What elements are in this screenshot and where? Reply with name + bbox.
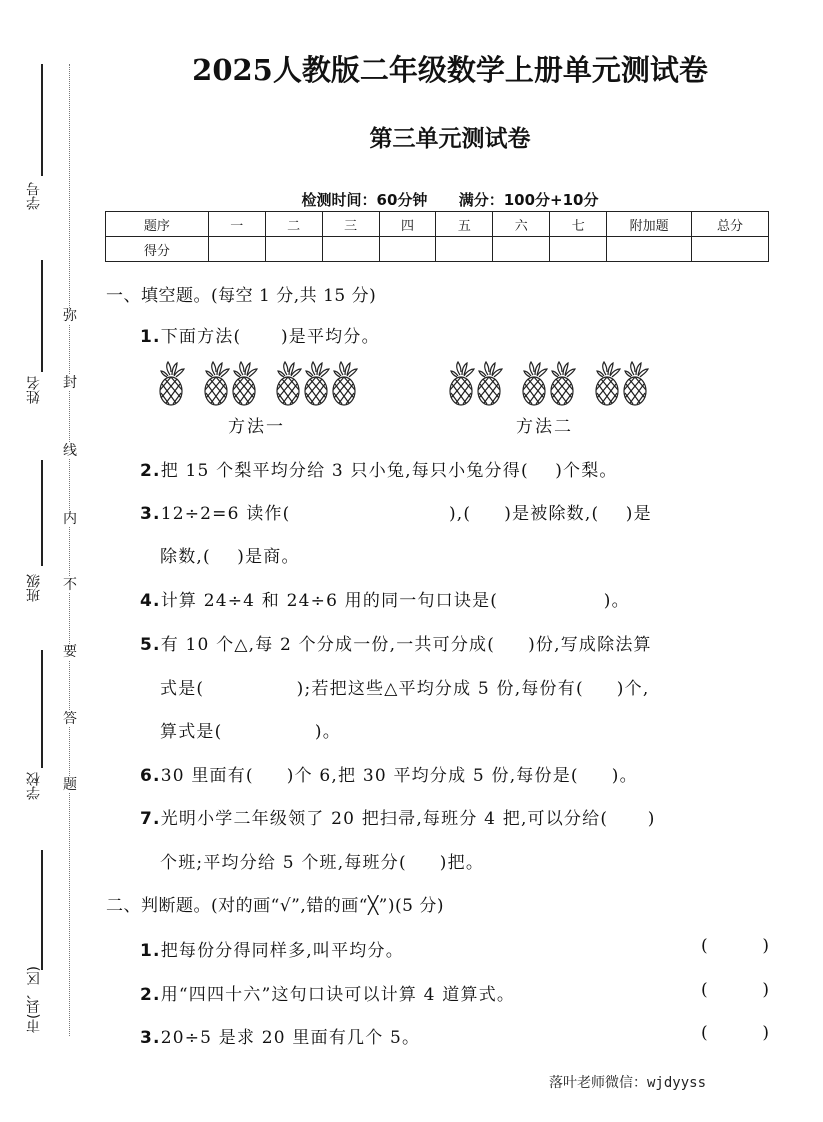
- col-header: 二: [265, 212, 322, 237]
- question-1-4: 4.计算 24÷4 和 24÷6 用的同一句口诀是( )。: [140, 591, 630, 611]
- question-1-2: 2.把 15 个梨平均分给 3 只小兔,每只小兔分得( )个梨。: [140, 461, 618, 481]
- school-label: 学校: [26, 772, 42, 800]
- method-1-group-2: [203, 360, 259, 408]
- score-cell[interactable]: [322, 237, 379, 262]
- score-table-score-row: [106, 237, 769, 262]
- student-id-label: 学号: [26, 182, 42, 210]
- page-title: 2025人教版二年级数学上册单元测试卷: [192, 53, 708, 87]
- class-line-upper: [41, 460, 43, 566]
- seal-char: 弥: [63, 308, 77, 324]
- unit-subtitle: 第三单元测试卷: [369, 125, 531, 152]
- method-2-group-3: [594, 360, 650, 408]
- score-cell[interactable]: [493, 237, 550, 262]
- col-header: 五: [436, 212, 493, 237]
- pineapple-icon: [549, 360, 576, 406]
- col-header: 附加题: [607, 212, 692, 237]
- full-score: 满分：100分+10分: [458, 191, 599, 209]
- pineapple-icon: [275, 360, 302, 406]
- score-cell[interactable]: [692, 237, 769, 262]
- pineapple-icon: [622, 360, 649, 406]
- question-1-5: 5.有 10 个△,每 2 个分成一份,一共可分成( )份,写成除法算: [140, 635, 652, 655]
- col-header: 六: [493, 212, 550, 237]
- pineapple-icon: [476, 360, 503, 406]
- method-2-group-1: [448, 360, 504, 408]
- pineapple-icon: [203, 360, 230, 406]
- judge-answer-3[interactable]: ( ): [701, 1023, 769, 1043]
- time-limit: 检测时间：60分钟: [301, 191, 428, 209]
- method-1-group-3: [275, 360, 359, 408]
- method-1-label: 方法一: [228, 417, 285, 437]
- pineapple-icon: [331, 360, 358, 406]
- method-1-group-1: [158, 360, 186, 408]
- score-table-header-row: [106, 212, 769, 237]
- pineapple-icon: [521, 360, 548, 406]
- judge-answer-1[interactable]: ( ): [701, 936, 769, 956]
- judge-item-2: 2.用“四四十六”这句口诀可以计算 4 道算式。: [140, 985, 516, 1005]
- city-line: [41, 850, 43, 970]
- section-2-heading: 二、判断题。(对的画“√”,错的画“╳”)(5 分): [106, 896, 444, 916]
- question-1-6: 6.30 里面有( )个 6,把 30 平均分成 5 份,每份是( )。: [140, 766, 638, 786]
- student-id-line: [41, 64, 43, 176]
- seal-char: 答: [63, 711, 77, 727]
- exam-meta: [100, 189, 800, 210]
- method-2-group-2: [521, 360, 577, 408]
- pineapple-icon: [231, 360, 258, 406]
- pineapple-icon: [158, 360, 185, 406]
- question-1-3: 3.12÷2=6 读作( ),( )是被除数,( )是: [140, 504, 652, 524]
- question-1-3-cont: 除数,( )是商。: [160, 547, 300, 567]
- col-header: 四: [379, 212, 436, 237]
- pineapple-icon: [303, 360, 330, 406]
- seal-char: 内: [63, 511, 77, 527]
- col-header: 三: [322, 212, 379, 237]
- school-line: [41, 650, 43, 768]
- score-cell[interactable]: [208, 237, 265, 262]
- col-header: 一: [208, 212, 265, 237]
- section-1-heading: 一、填空题。(每空 1 分,共 15 分): [106, 286, 377, 306]
- score-cell[interactable]: [379, 237, 436, 262]
- city-label: 市(县、区): [26, 966, 42, 1034]
- method-2-label: 方法二: [516, 417, 573, 437]
- score-cell[interactable]: [607, 237, 692, 262]
- question-1-5-cont-2: 算式是( )。: [160, 722, 341, 742]
- score-table: [105, 211, 769, 262]
- score-cell[interactable]: [550, 237, 607, 262]
- row-label: 得分: [106, 237, 209, 262]
- pineapple-icon: [594, 360, 621, 406]
- judge-item-3: 3.20÷5 是求 20 里面有几个 5。: [140, 1028, 421, 1048]
- question-1-5-cont-1: 式是( );若把这些△平均分成 5 份,每份有( )个,: [160, 679, 650, 699]
- pineapple-icon: [448, 360, 475, 406]
- col-header: 总分: [692, 212, 769, 237]
- name-line: [41, 260, 43, 372]
- class-label: 班级: [26, 574, 42, 602]
- col-header: 七: [550, 212, 607, 237]
- question-1-1: 1.下面方法( )是平均分。: [140, 327, 380, 347]
- judge-answer-2[interactable]: ( ): [701, 980, 769, 1000]
- question-1-7-cont: 个班;平均分给 5 个班,每班分( )把。: [160, 853, 485, 873]
- judge-item-1: 1.把每份分得同样多,叫平均分。: [140, 941, 404, 961]
- seal-char: 题: [63, 777, 77, 793]
- seal-dashed-line: [69, 64, 70, 1036]
- seal-char: 封: [63, 375, 77, 391]
- footer-contact-note: 落叶老师微信：wjdyyss: [549, 1075, 707, 1091]
- score-cell[interactable]: [265, 237, 322, 262]
- seal-char: 要: [63, 644, 77, 660]
- seal-char: 不: [63, 577, 77, 593]
- score-cell[interactable]: [436, 237, 493, 262]
- name-label: 姓名: [26, 376, 42, 404]
- question-1-7: 7.光明小学二年级领了 20 把扫帚,每班分 4 把,可以分给( ): [140, 809, 656, 829]
- seal-char: 线: [63, 443, 77, 459]
- col-header: 题序: [106, 212, 209, 237]
